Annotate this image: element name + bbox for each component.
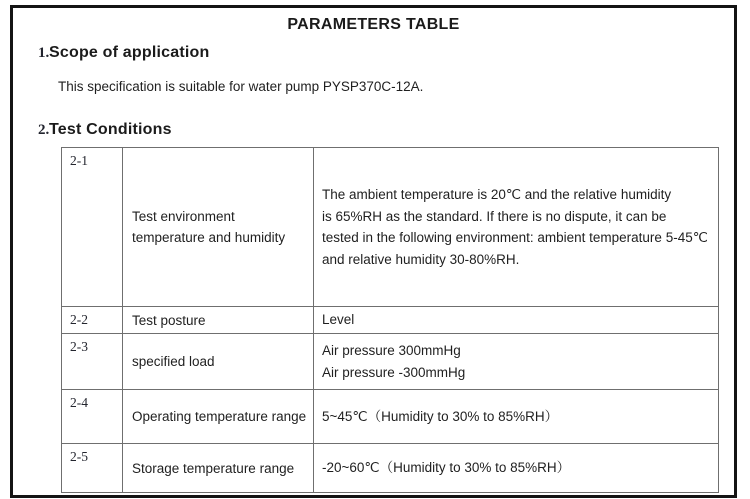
row-item-cell xyxy=(123,334,314,390)
section-1-heading xyxy=(13,44,209,62)
text-line: Air pressure 300mmHg xyxy=(322,343,461,358)
row-id-cell: 2-4 xyxy=(62,390,123,444)
row-id-cell: 2-3 xyxy=(62,334,123,390)
row-id-cell: 2-5 xyxy=(62,444,123,493)
row-value-cell xyxy=(314,390,719,444)
section-1-number: 1. xyxy=(38,45,50,61)
text-line: -20~60℃（Humidity to 30% to 85%RH） xyxy=(322,460,571,476)
row-id-cell: 2-2 xyxy=(62,307,123,334)
row-item-cell xyxy=(123,444,314,493)
text-line: Test environment xyxy=(132,209,235,224)
text-line: temperature and humidity xyxy=(132,230,286,245)
text-line: Operating temperature range xyxy=(132,409,307,424)
text-line: The ambient temperature is 20℃ and the relative humidity xyxy=(322,187,672,202)
text-line: Storage temperature range xyxy=(132,460,295,476)
section-2-heading xyxy=(13,121,172,139)
text-line: is 65%RH as the standard. If there is no dispute, it can be xyxy=(322,208,667,224)
test-conditions-table xyxy=(61,147,719,493)
row-item-cell xyxy=(123,390,314,444)
row-id-cell: 2-1 xyxy=(62,148,123,307)
document-title: PARAMETERS TABLE xyxy=(287,16,460,33)
row-value-cell xyxy=(314,148,719,307)
row-value-cell xyxy=(314,444,719,493)
document-border-frame xyxy=(10,5,737,498)
text-line: specified load xyxy=(132,354,215,369)
text-line: Level xyxy=(322,312,355,328)
text-line: Test posture xyxy=(132,312,206,328)
section-2-number: 2. xyxy=(38,122,50,138)
section-1-title: Scope of application xyxy=(49,44,210,61)
text-line: and relative humidity 30-80%RH. xyxy=(322,251,520,267)
row-item-cell xyxy=(123,307,314,334)
text-line: Air pressure -300mmHg xyxy=(322,364,466,380)
text-line: tested in the following environment: ambient temperature 5-45℃ xyxy=(322,230,708,245)
row-value-cell xyxy=(314,334,719,390)
text-line: 5~45℃（Humidity to 30% to 85%RH） xyxy=(322,408,559,424)
scope-of-application-text: This specification is suitable for water pump PYSP370C-12A. xyxy=(58,79,424,94)
row-item-cell xyxy=(123,148,314,307)
section-2-title: Test Conditions xyxy=(49,121,172,138)
row-value-cell xyxy=(314,307,719,334)
